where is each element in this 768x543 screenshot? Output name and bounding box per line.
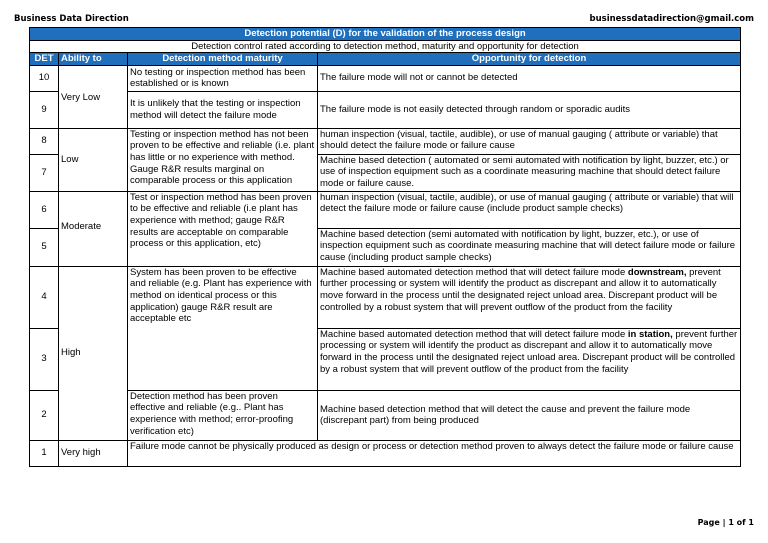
opportunity-cell: Machine based automated detection method that will detect failure mode in station, prevent further processing or system will identify the product as discrepant and allow it to automatically move forward in the process until the designated reject unload area. Discrepant product will be controlled by a robust system that will prevent outflow of the product from the facility — [318, 328, 741, 390]
det-cell: 1 — [30, 440, 59, 466]
company-email: businessdatadirection@gmail.com — [589, 14, 754, 24]
det-cell: 9 — [30, 91, 59, 128]
ability-cell: Low — [59, 128, 128, 191]
det-cell: 10 — [30, 65, 59, 91]
det-cell: 3 — [30, 328, 59, 390]
col-ability: Ability to — [59, 53, 128, 66]
table-row — [30, 191, 741, 228]
company-name: Business Data Direction — [14, 14, 129, 24]
ability-cell: Moderate — [59, 191, 128, 266]
opportunity-cell: The failure mode will not or cannot be detected — [318, 65, 741, 91]
table-row — [30, 91, 741, 128]
det-cell: 5 — [30, 228, 59, 266]
column-header-row — [30, 53, 741, 66]
opportunity-cell: Machine based detection method that will detect the cause and prevent the failure mode (discrepant part) from being produced — [318, 390, 741, 440]
maturity-cell: It is unlikely that the testing or inspection method will detect the failure mode — [128, 91, 318, 128]
det-cell: 4 — [30, 266, 59, 328]
table-row — [30, 440, 741, 466]
maturity-cell: Test or inspection method has been proven to be effective and reliable (i.e plant has experience with method; gauge R&R results are acceptable on comparable process or this application, etc) — [128, 191, 318, 266]
col-det: DET — [30, 53, 59, 66]
opportunity-cell: The failure mode is not easily detected through random or sporadic audits — [318, 91, 741, 128]
ability-cell: Very high — [59, 440, 128, 466]
opportunity-cell: human inspection (visual, tactile, audible), or use of manual gauging ( attribute or variable) that should detect the failure mode or failure cause — [318, 128, 741, 154]
det-cell: 6 — [30, 191, 59, 228]
opportunity-cell: human inspection (visual, tactile, audible), or use of manual gauging ( attribute or variable) that will detect the failure mode or failure cause (include product sample checks) — [318, 191, 741, 228]
opportunity-cell: Machine based detection (semi automated with notification by light, buzzer, etc.), or use of inspection equipment such as coordinate measuring machine that will detect failure mode or failure cause (including product sample checks) — [318, 228, 741, 266]
opportunity-cell: Machine based automated detection method that will detect failure mode downstream, prevent further processing or system will identify the product as discrepant and allow it to automatically move forward in the process until the designated reject unload area. Discrepant product will be controlled by a robust system that will prevent outflow of the product from the facility — [318, 266, 741, 328]
ability-cell: Very Low — [59, 65, 128, 128]
maturity-cell: No testing or inspection method has been established or is known — [128, 65, 318, 91]
det-cell: 7 — [30, 154, 59, 191]
table-row — [30, 390, 741, 440]
table-row — [30, 128, 741, 154]
col-maturity: Detection method maturity — [128, 53, 318, 66]
col-opportunity: Opportunity for detection — [318, 53, 741, 66]
ability-cell: High — [59, 266, 128, 440]
table-subtitle: Detection control rated according to detection method, maturity and opportunity for detection — [30, 40, 741, 53]
table-row — [30, 266, 741, 328]
maturity-cell: Testing or inspection method has not been proven to be effective and reliable (i.e. plant has little or no experience with method. Gauge R&R results marginal on comparable process or this application — [128, 128, 318, 191]
table-title: Detection potential (D) for the validation of the process design — [30, 28, 741, 41]
maturity-cell: System has been proven to be effective and reliable (e.g. Plant has experience with method on identical process or this application) gauge R&R result are acceptable etc — [128, 266, 318, 390]
detection-rating-table — [29, 27, 741, 467]
det-cell: 8 — [30, 128, 59, 154]
opportunity-cell: Failure mode cannot be physically produced as design or process or detection method proven to always detect the failure mode or failure cause — [128, 440, 741, 466]
page-number: Page | 1 of 1 — [697, 518, 754, 527]
opportunity-cell: Machine based detection ( automated or semi automated with notification by light, buzzer, etc.) or use of inspection equipment such as a coordinate measuring machine that should detect failure mode or failure cause. — [318, 154, 741, 191]
table-row — [30, 65, 741, 91]
maturity-cell: Detection method has been proven effective and reliable (e.g.. Plant has experience with method; error-proofing verification etc) — [128, 390, 318, 440]
det-cell: 2 — [30, 390, 59, 440]
